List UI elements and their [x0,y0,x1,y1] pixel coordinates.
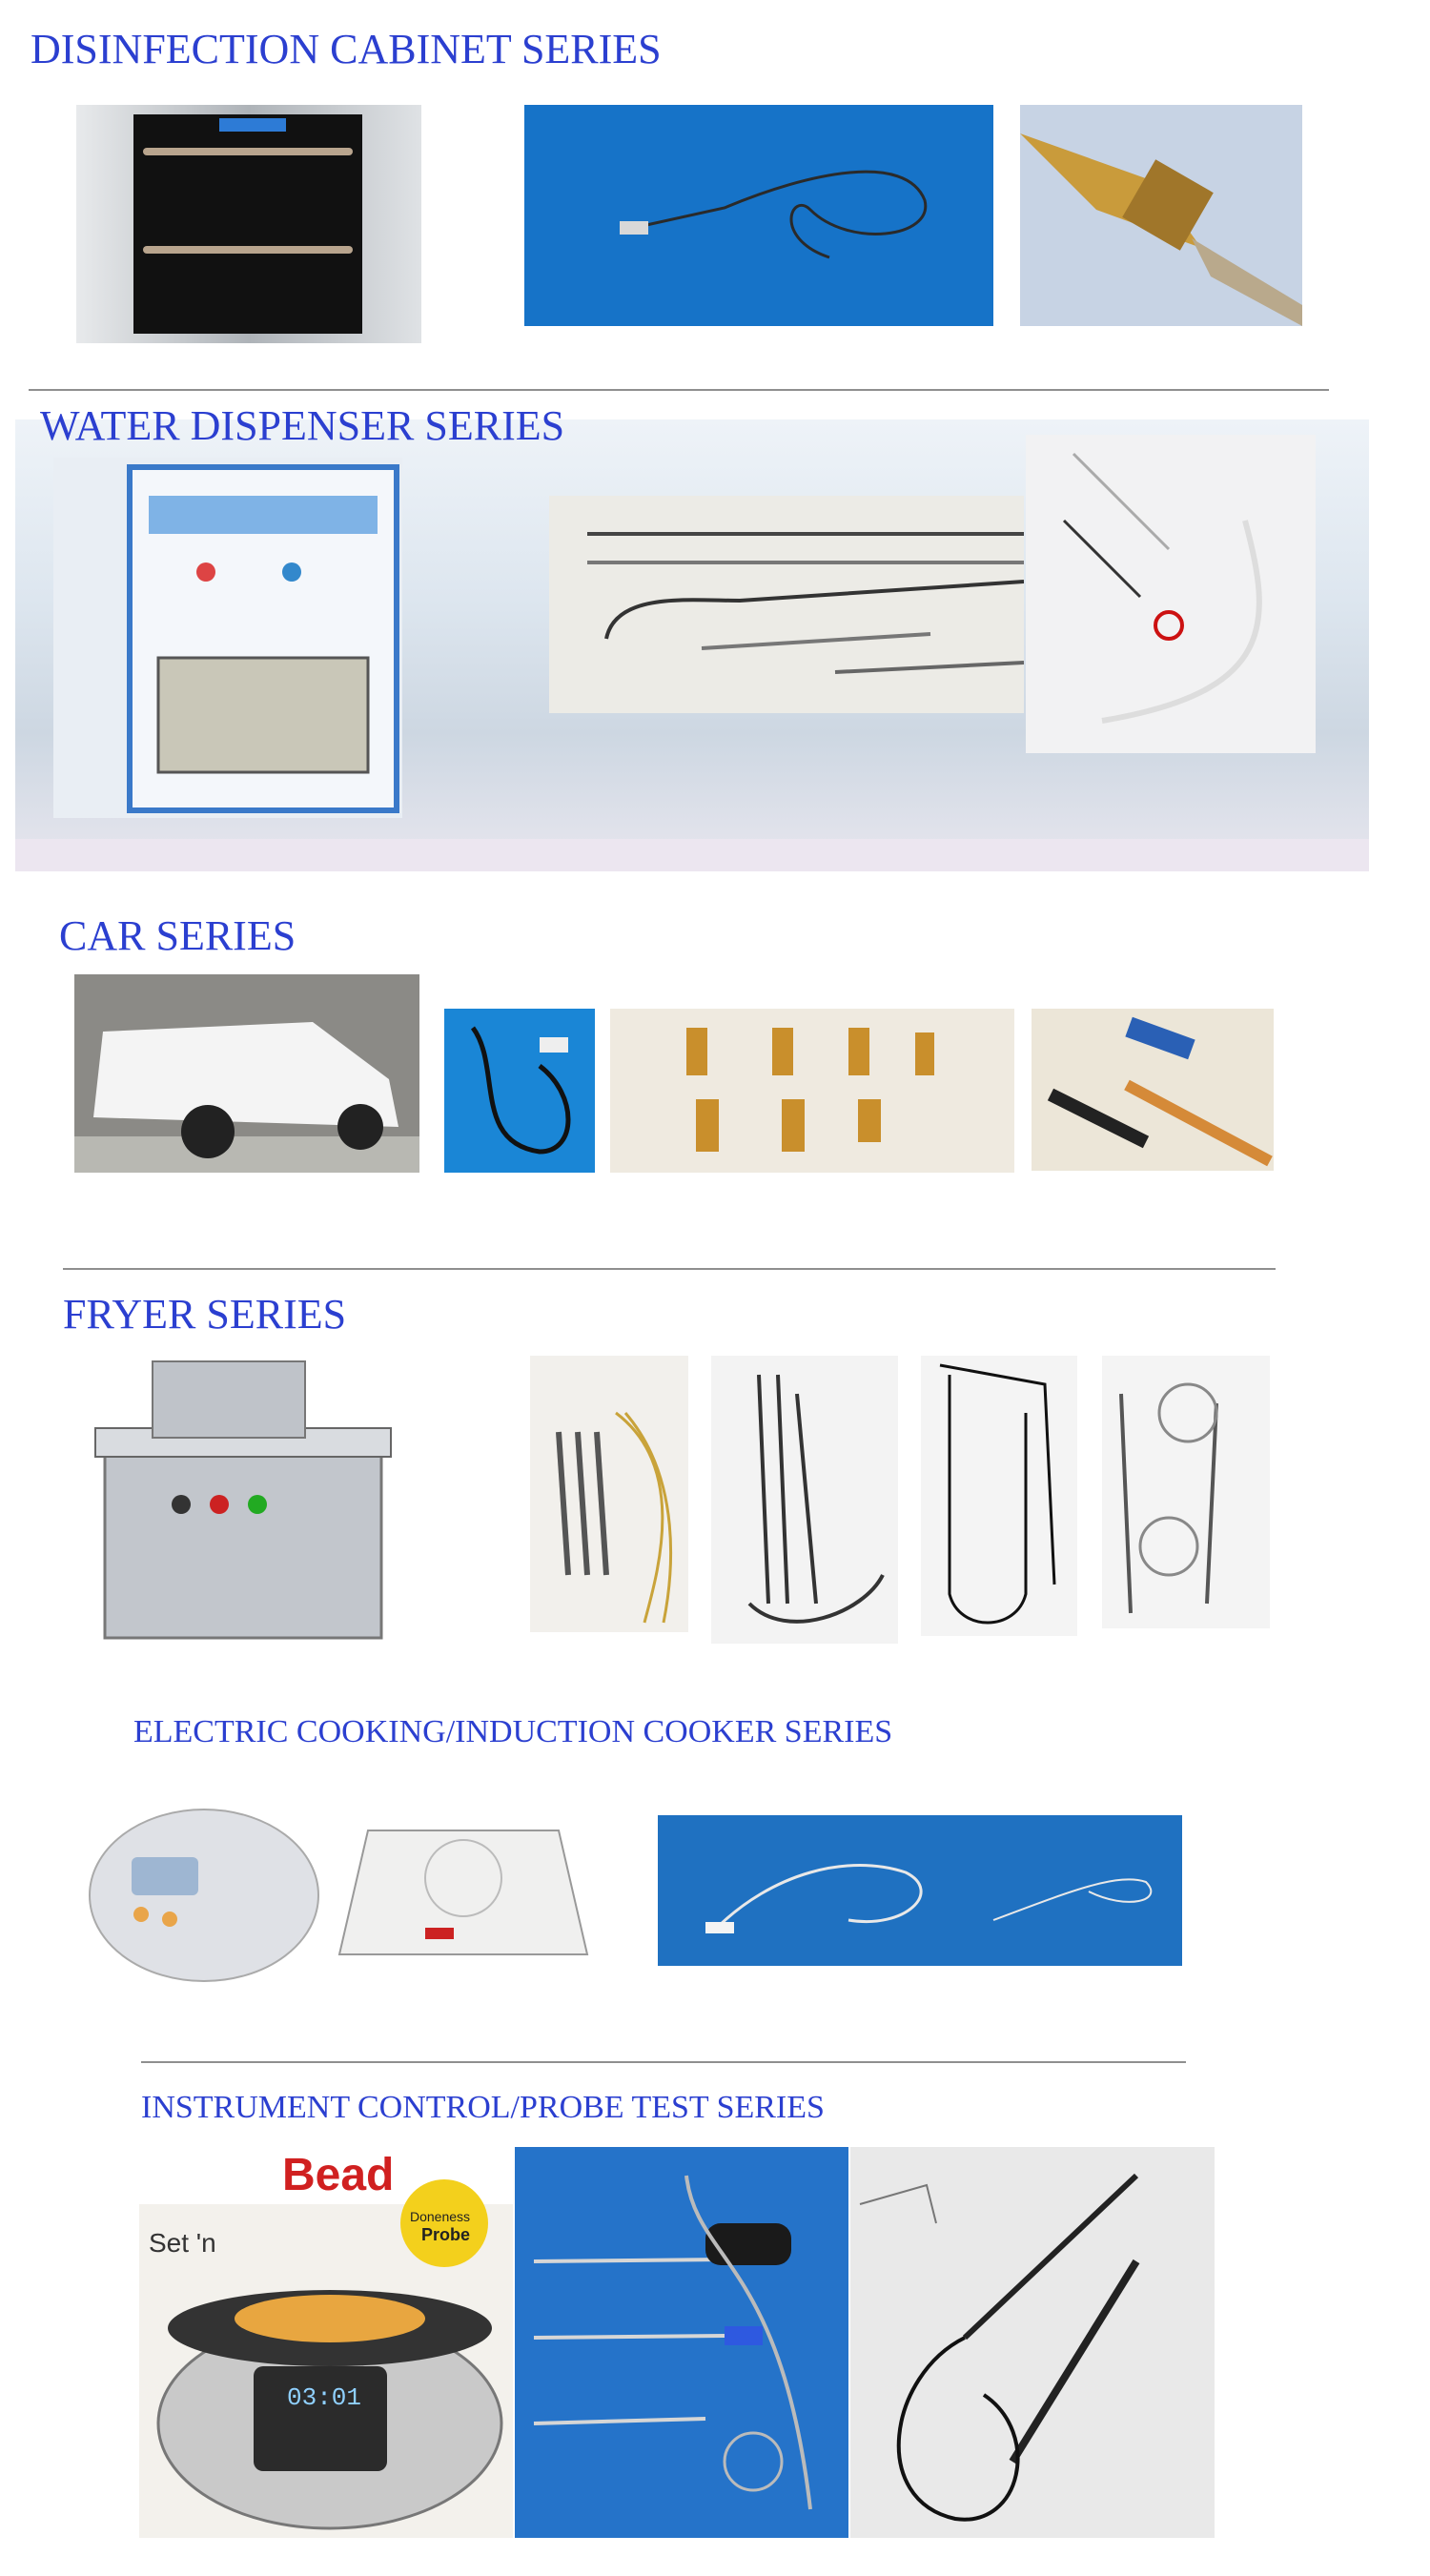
water-dispenser-photo [53,458,402,818]
probes-drawing-photo [850,2147,1215,2538]
section-divider [63,1268,1276,1270]
induction-probe-2-photo [955,1815,1182,1966]
induction-cooker-photo [330,1821,591,1973]
disinfection-sensor-cable-photo [524,105,993,326]
section-divider [29,389,1329,391]
slow-cooker-photo [139,2147,513,2538]
rice-cooker-photo [84,1800,324,1993]
section-title-water-dispenser: WATER DISPENSER SERIES [40,402,565,449]
car-sensors-pencil-photo [1032,1009,1274,1171]
car-suv-photo [74,974,419,1173]
disinfection-cabinet-photo [76,105,421,343]
fryer-probes-1-photo [530,1356,688,1632]
water-dispenser-sensors-photo [1026,435,1316,753]
section-title-electric-cooking: ELECTRIC COOKING/INDUCTION COOKER SERIES [133,1714,893,1749]
fryer-probes-2-photo [711,1356,898,1644]
car-brass-sensors-photo [610,1009,1014,1173]
fryer-photo [76,1352,397,1649]
slow-cooker-display-text: 03:01 [287,2383,362,2412]
slow-cooker-badge-line2: Probe [421,2225,471,2244]
water-dispenser-band-bottom [15,839,1369,871]
water-dispenser-probes-photo [549,496,1024,713]
car-sensor-cable-photo [444,1009,595,1173]
slow-cooker-box-text: Set 'n [149,2228,216,2258]
induction-probe-1-photo [658,1815,955,1966]
disinfection-brass-sensor-photo [1020,105,1302,326]
section-title-disinfection-cabinet: DISINFECTION CABINET SERIES [31,26,662,72]
probes-blue-background-photo [515,2147,848,2538]
slow-cooker-brand-text: Bead [282,2150,395,2200]
section-title-instrument-control: INSTRUMENT CONTROL/PROBE TEST SERIES [141,2090,825,2125]
fryer-probes-3-photo [921,1356,1077,1636]
section-title-car: CAR SERIES [59,912,296,959]
section-divider [141,2061,1186,2063]
fryer-probes-4-photo [1102,1356,1270,1628]
section-title-fryer: FRYER SERIES [63,1291,347,1338]
slow-cooker-badge-line1: Doneness [410,2209,471,2224]
